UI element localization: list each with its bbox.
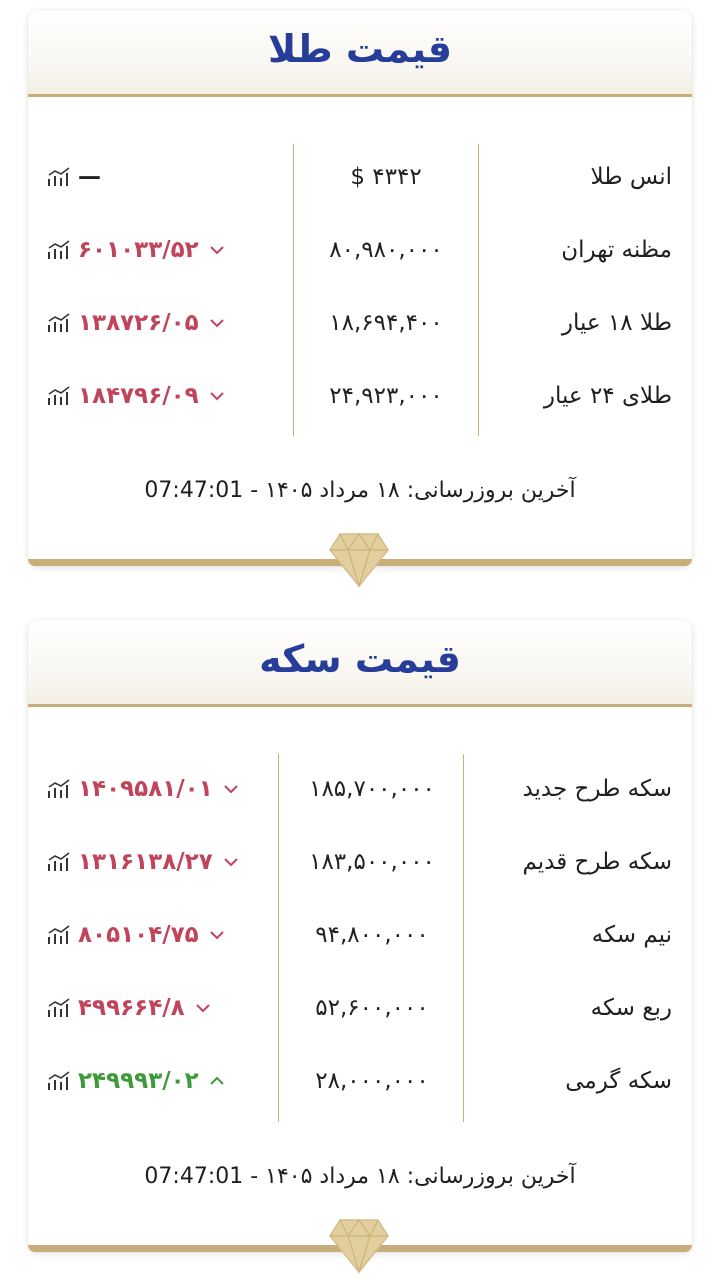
row-name: ربع سکه [590, 995, 672, 1021]
chevron-down-icon [209, 929, 225, 941]
chevron-down-icon [223, 856, 239, 868]
row-price: ۲۸,۰۰۰,۰۰۰ [315, 1068, 429, 1094]
bar-chart-icon[interactable] [46, 385, 72, 407]
last-updated-text: آخرین بروزرسانی: ۱۸ مرداد ۱۴۰۵ - 07:47:01 [144, 478, 576, 503]
row-price: ۹۴,۸۰۰,۰۰۰ [315, 922, 429, 948]
row-name: مظنه تهران [561, 237, 672, 263]
row-change [46, 1068, 225, 1094]
coin-card-title: قیمت سکه [259, 637, 461, 681]
change-value: ۱۳۱۶۱۳۸/۲۷ [78, 849, 213, 875]
row-change [46, 310, 225, 336]
row-change [46, 995, 211, 1021]
bar-chart-icon[interactable] [46, 312, 72, 334]
table-row[interactable] [28, 849, 692, 885]
gold-price-card [28, 10, 692, 566]
bar-chart-icon[interactable] [46, 1070, 72, 1092]
row-change [46, 849, 239, 875]
bar-chart-icon[interactable] [46, 997, 72, 1019]
bar-chart-icon[interactable] [46, 239, 72, 261]
row-price: ۲۴,۹۲۳,۰۰۰ [329, 383, 443, 409]
row-name: انس طلا [590, 164, 672, 190]
change-value: ۱۸۴۷۹۶/۰۹ [78, 383, 199, 409]
change-value: ۱۴۰۹۵۸۱/۰۱ [78, 776, 213, 802]
row-price: $ ۴۳۴۲ [350, 164, 422, 190]
row-name: سکه گرمی [565, 1068, 672, 1094]
row-change [46, 164, 101, 190]
row-change [46, 776, 239, 802]
chevron-down-icon [209, 244, 225, 256]
table-row[interactable] [28, 922, 692, 958]
row-price: ۱۸,۶۹۴,۴۰۰ [329, 310, 443, 336]
change-value: — [78, 164, 101, 190]
chevron-down-icon [223, 783, 239, 795]
bar-chart-icon[interactable] [46, 166, 72, 188]
row-name: طلای ۲۴ عیار [543, 383, 672, 409]
chevron-down-icon [195, 1002, 211, 1014]
bar-chart-icon[interactable] [46, 778, 72, 800]
table-row[interactable] [28, 383, 692, 419]
table-row[interactable] [28, 776, 692, 812]
last-updated-text: آخرین بروزرسانی: ۱۸ مرداد ۱۴۰۵ - 07:47:01 [144, 1164, 576, 1189]
gold-card-header [28, 10, 692, 97]
row-name: سکه طرح قدیم [522, 849, 672, 875]
row-name: نیم سکه [591, 922, 672, 948]
chevron-down-icon [209, 390, 225, 402]
row-name: سکه طرح جدید [522, 776, 672, 802]
row-name: طلا ۱۸ عیار [561, 310, 672, 336]
table-row[interactable] [28, 995, 692, 1031]
row-change [46, 383, 225, 409]
change-value: ۴۹۹۶۶۴/۸ [78, 995, 185, 1021]
row-price: ۵۲,۶۰۰,۰۰۰ [315, 995, 429, 1021]
row-price: ۱۸۵,۷۰۰,۰۰۰ [309, 776, 435, 802]
chevron-up-icon [209, 1075, 225, 1087]
change-value: ۶۰۱۰۳۳/۵۲ [78, 237, 199, 263]
coin-price-card [28, 620, 692, 1252]
bar-chart-icon[interactable] [46, 924, 72, 946]
change-value: ۲۴۹۹۹۳/۰۲ [78, 1068, 199, 1094]
change-value: ۱۳۸۷۲۶/۰۵ [78, 310, 199, 336]
row-change [46, 922, 225, 948]
coin-card-header [28, 620, 692, 707]
diamond-icon [328, 530, 390, 588]
row-price: ۱۸۳,۵۰۰,۰۰۰ [309, 849, 435, 875]
table-row[interactable] [28, 164, 692, 200]
chevron-down-icon [209, 317, 225, 329]
bar-chart-icon[interactable] [46, 851, 72, 873]
table-row[interactable] [28, 310, 692, 346]
row-price: ۸۰,۹۸۰,۰۰۰ [329, 237, 443, 263]
row-change [46, 237, 225, 263]
diamond-icon [328, 1216, 390, 1274]
table-row[interactable] [28, 1068, 692, 1104]
gold-card-title: قیمت طلا [268, 27, 452, 71]
change-value: ۸۰۵۱۰۴/۷۵ [78, 922, 199, 948]
table-row[interactable] [28, 237, 692, 273]
